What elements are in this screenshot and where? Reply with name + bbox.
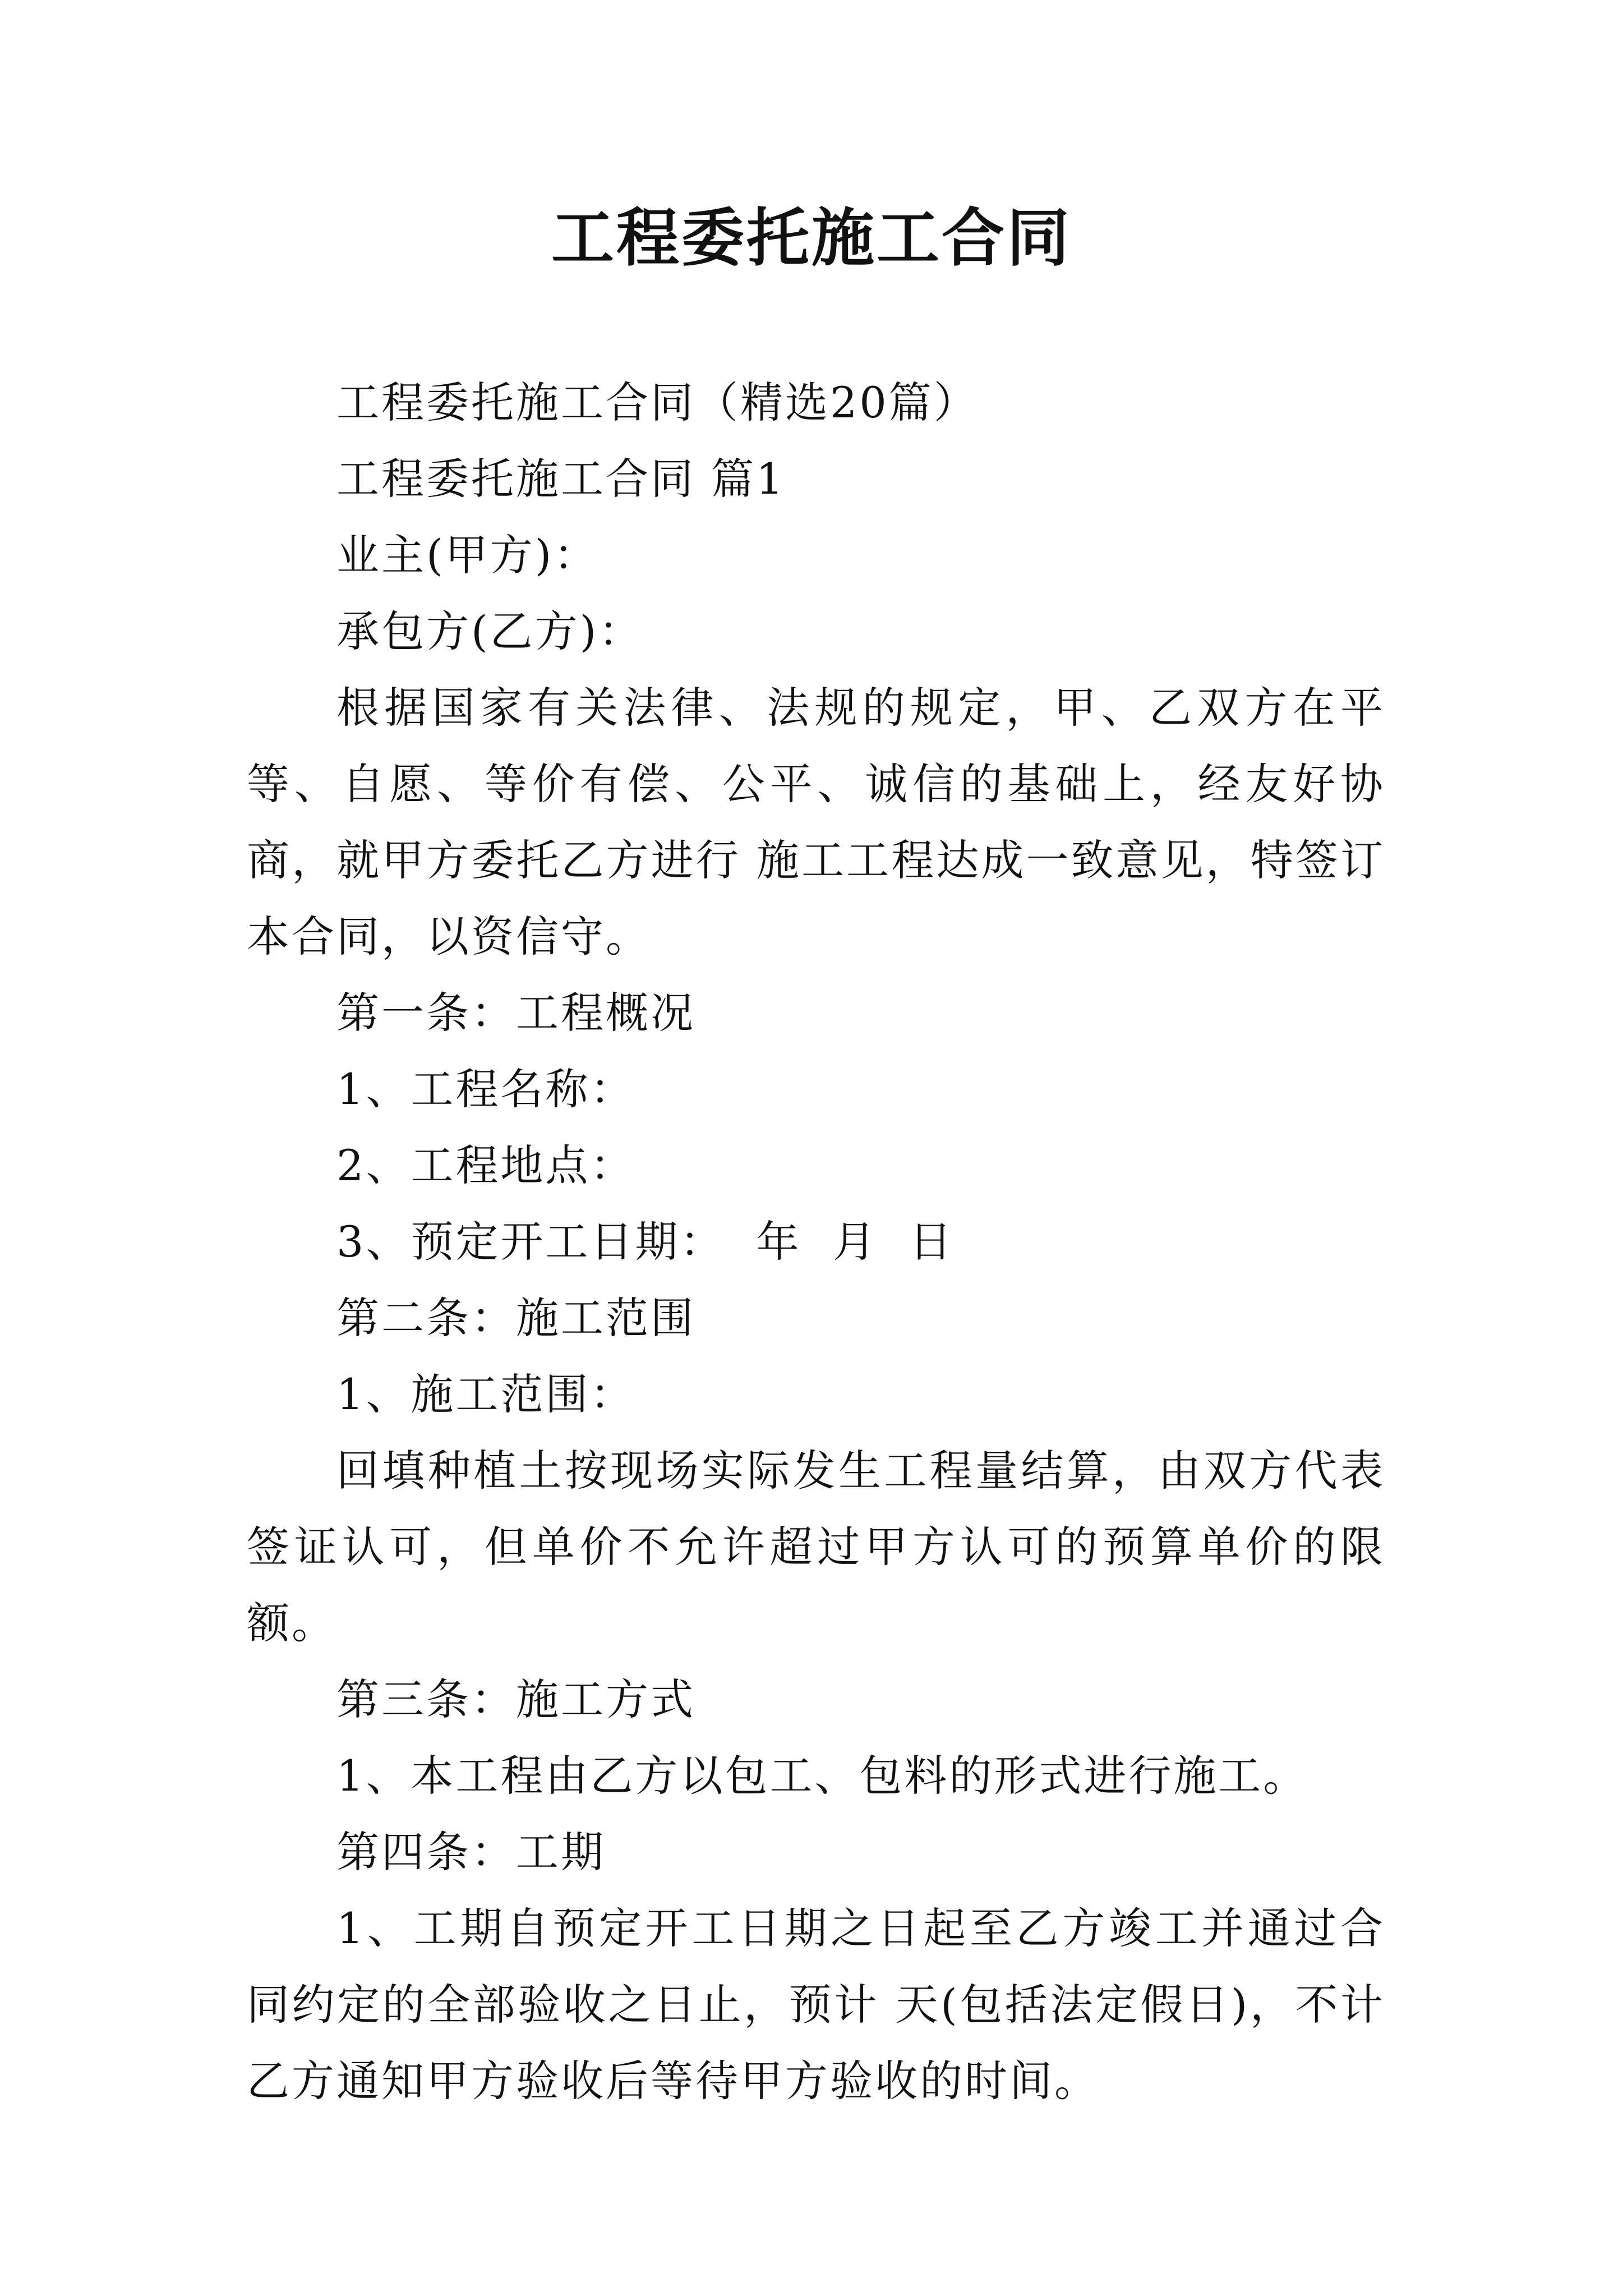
- paragraph-party-b: 承包方(乙方)：: [336, 606, 644, 656]
- article-3-item-1: 1、本工程由乙方以包工、包料的形式进行施工。: [336, 1751, 1308, 1801]
- paragraph-subtitle: 工程委托施工合同（精选20篇）: [336, 378, 979, 427]
- paragraph-part-heading: 工程委托施工合同 篇1: [336, 454, 786, 504]
- document-body: [247, 365, 1385, 2119]
- article-3-heading: 第三条：施工方式: [336, 1674, 695, 1724]
- article-2-detail: 回填种植土按现场实际发生工程量结算，由双方代表签证认可，但单价不允许超过甲方认可的预算单价的限额。: [247, 1446, 1385, 1648]
- article-4-heading: 第四条：工期: [336, 1827, 606, 1877]
- article-2-item-1: 1、施工范围：: [336, 1369, 635, 1419]
- article-1-item-2: 2、工程地点：: [336, 1140, 635, 1190]
- paragraph-preamble: 根据国家有关法律、法规的规定，甲、乙双方在平等、自愿、等价有偿、公平、诚信的基础上，经友好协商，就甲方委托乙方进行 施工工程达成一致意见，特签订本合同，以资信守。: [247, 683, 1385, 961]
- article-1-item-3: 3、预定开工日期： 年 月 日: [336, 1217, 955, 1267]
- article-1-item-1: 1、工程名称：: [336, 1064, 635, 1114]
- article-4-item-1: 1、工期自预定开工日期之日起至乙方竣工并通过合同约定的全部验收之日止，预计 天(包括法定假日)，不计乙方通知甲方验收后等待甲方验收的时间。: [247, 1903, 1385, 2106]
- document-title: 工程委托施工合同: [551, 201, 1072, 275]
- paragraph-party-a: 业主(甲方)：: [336, 530, 599, 580]
- article-1-heading: 第一条：工程概况: [336, 988, 695, 1038]
- article-2-heading: 第二条：施工范围: [336, 1293, 695, 1343]
